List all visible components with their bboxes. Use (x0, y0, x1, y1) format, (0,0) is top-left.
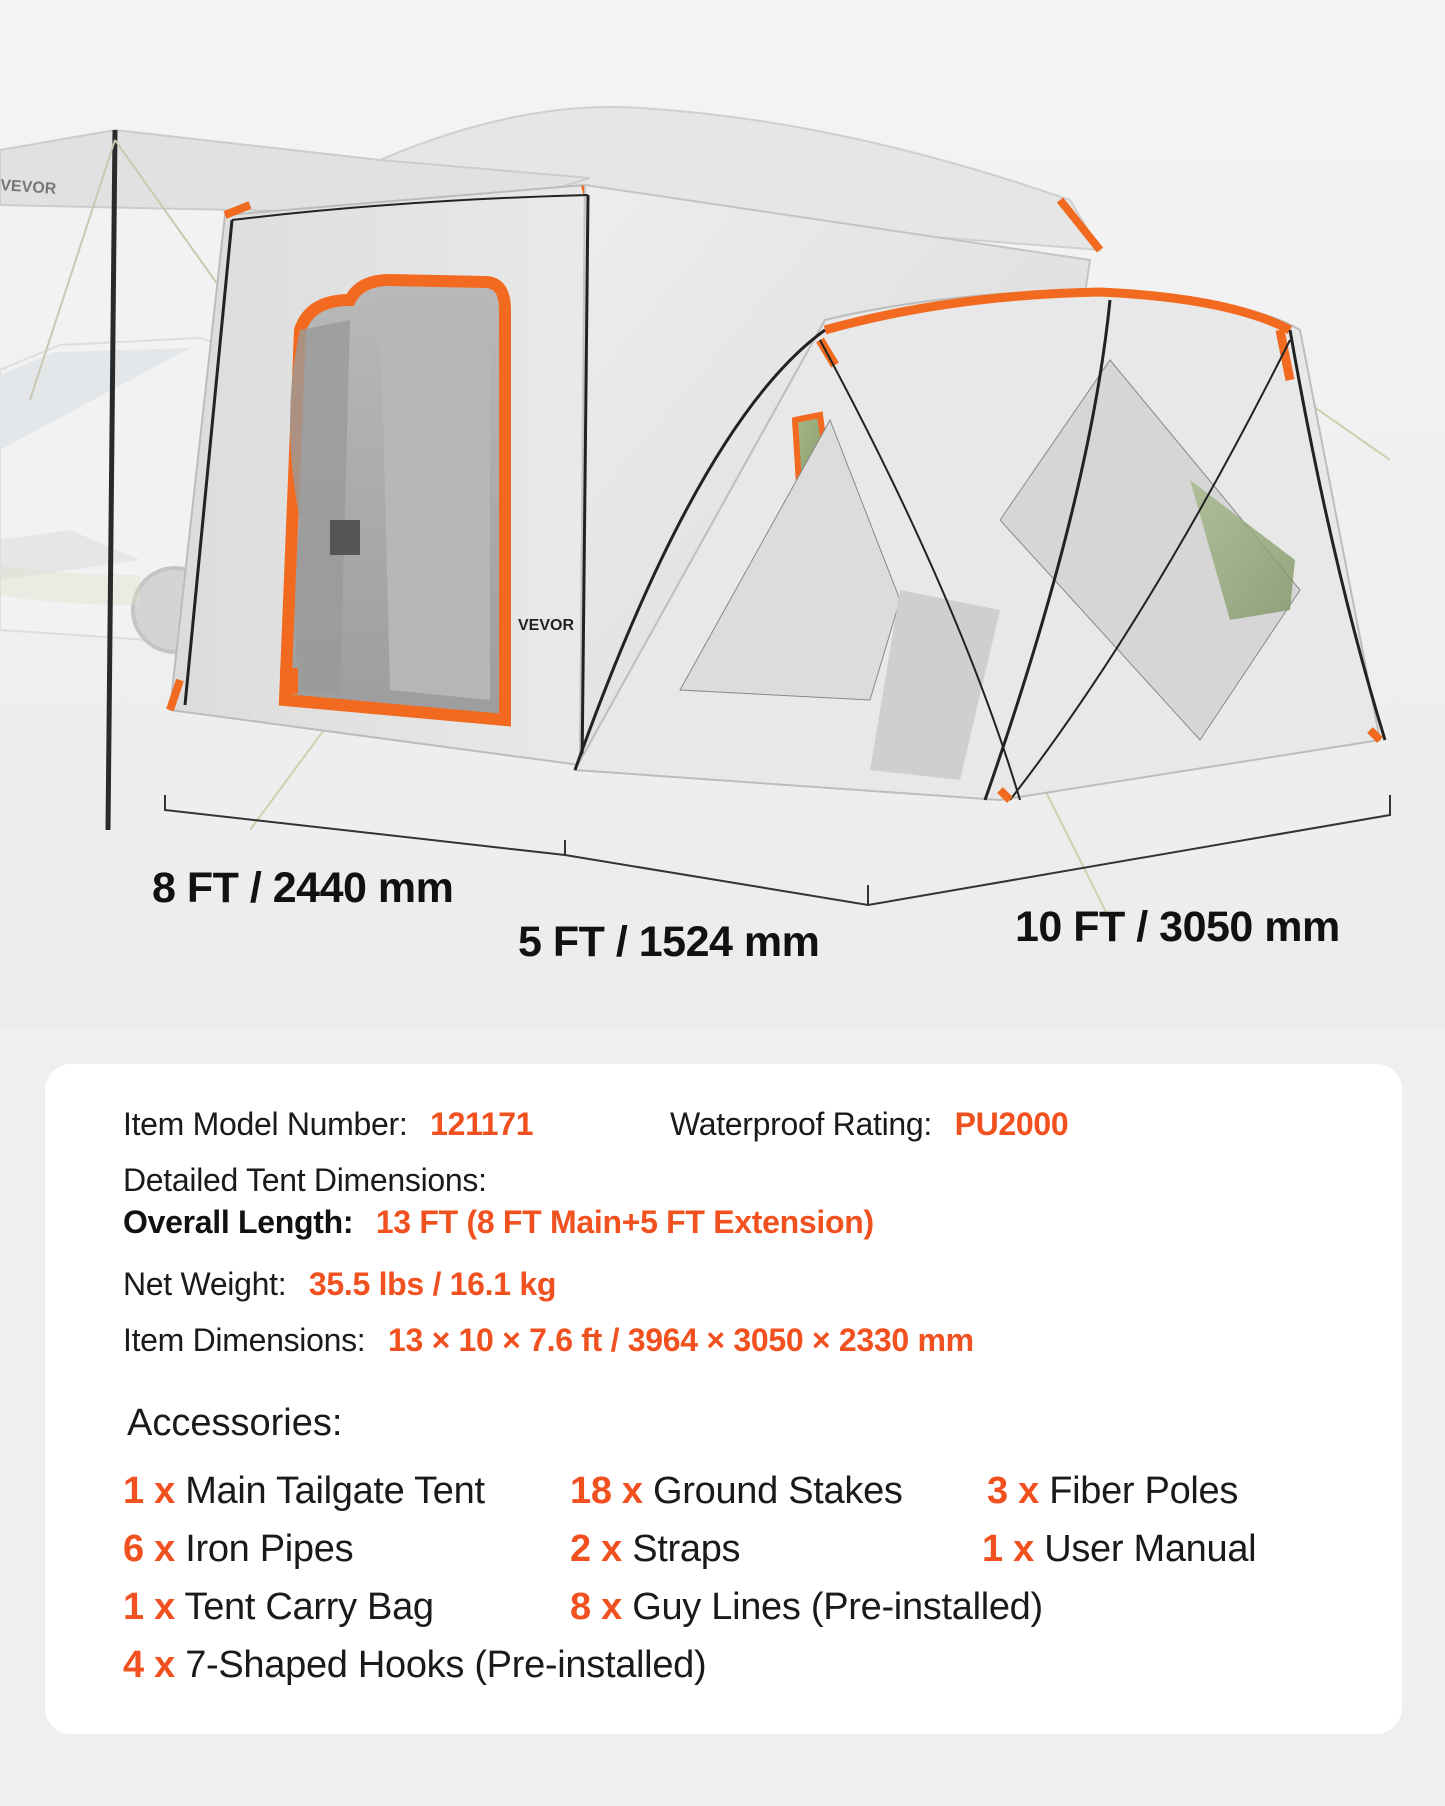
accessory-qty: 6 x (123, 1528, 175, 1570)
accessory-item (123, 1586, 434, 1629)
waterproof-value: PU2000 (954, 1106, 1069, 1142)
accessory-item (570, 1470, 903, 1513)
accessory-name: Iron Pipes (185, 1528, 354, 1570)
model-number-value: 121171 (430, 1106, 534, 1142)
model-number-row (123, 1106, 533, 1143)
accessory-name: User Manual (1044, 1528, 1257, 1570)
accessory-item (982, 1528, 1256, 1571)
accessory-qty: 4 x (123, 1644, 175, 1686)
item-dimensions-row (123, 1322, 974, 1359)
accessory-item (123, 1470, 485, 1513)
accessories-heading: Accessories: (127, 1402, 343, 1444)
waterproof-label: Waterproof Rating: (670, 1106, 932, 1142)
net-weight-row (123, 1266, 556, 1303)
accessory-name: 7-Shaped Hooks (Pre-installed) (185, 1644, 707, 1686)
accessory-name: Main Tailgate Tent (185, 1470, 485, 1512)
rolled-door-flap (290, 320, 350, 695)
accessory-qty: 1 x (123, 1470, 175, 1512)
accessory-qty: 2 x (570, 1528, 622, 1570)
width-label: 10 FT / 3050 mm (1015, 903, 1340, 951)
accessory-qty: 18 x (570, 1470, 643, 1512)
extension-length-label: 5 FT / 1524 mm (518, 918, 820, 966)
accessory-qty: 1 x (982, 1528, 1034, 1570)
accessory-item (123, 1528, 353, 1571)
accessory-item (123, 1644, 706, 1687)
item-dimensions-value: 13 × 10 × 7.6 ft / 3964 × 3050 × 2330 mm (387, 1322, 974, 1358)
main-length-label: 8 FT / 2440 mm (152, 864, 454, 912)
accessory-name: Straps (632, 1528, 741, 1570)
accessory-name: Ground Stakes (653, 1470, 903, 1512)
overall-length-row (123, 1204, 874, 1241)
accessory-item (987, 1470, 1238, 1513)
accessory-name: Fiber Poles (1049, 1470, 1239, 1512)
net-weight-label: Net Weight: (123, 1266, 287, 1302)
model-number-label: Item Model Number: (123, 1106, 408, 1142)
accessory-item (570, 1586, 1043, 1629)
overall-length-label: Overall Length: (123, 1204, 354, 1240)
accessory-qty: 8 x (570, 1586, 622, 1628)
net-weight-value: 35.5 lbs / 16.1 kg (308, 1266, 557, 1302)
vevor-logo: VEVOR (518, 617, 575, 634)
overall-length-value: 13 FT (8 FT Main+5 FT Extension) (375, 1204, 874, 1240)
accessory-item (570, 1528, 740, 1571)
accessory-name: Guy Lines (Pre-installed) (632, 1586, 1043, 1628)
waterproof-row (670, 1106, 1068, 1143)
accessory-name: Tent Carry Bag (184, 1586, 434, 1628)
accessory-qty: 1 x (123, 1586, 175, 1628)
accessory-qty: 3 x (987, 1470, 1039, 1512)
detailed-dimensions-heading (123, 1162, 487, 1199)
detailed-dimensions-label: Detailed Tent Dimensions: (123, 1162, 487, 1198)
svg-text:VEVOR: VEVOR (0, 177, 57, 198)
item-dimensions-label: Item Dimensions: (123, 1322, 366, 1358)
specifications-card (45, 1064, 1402, 1734)
